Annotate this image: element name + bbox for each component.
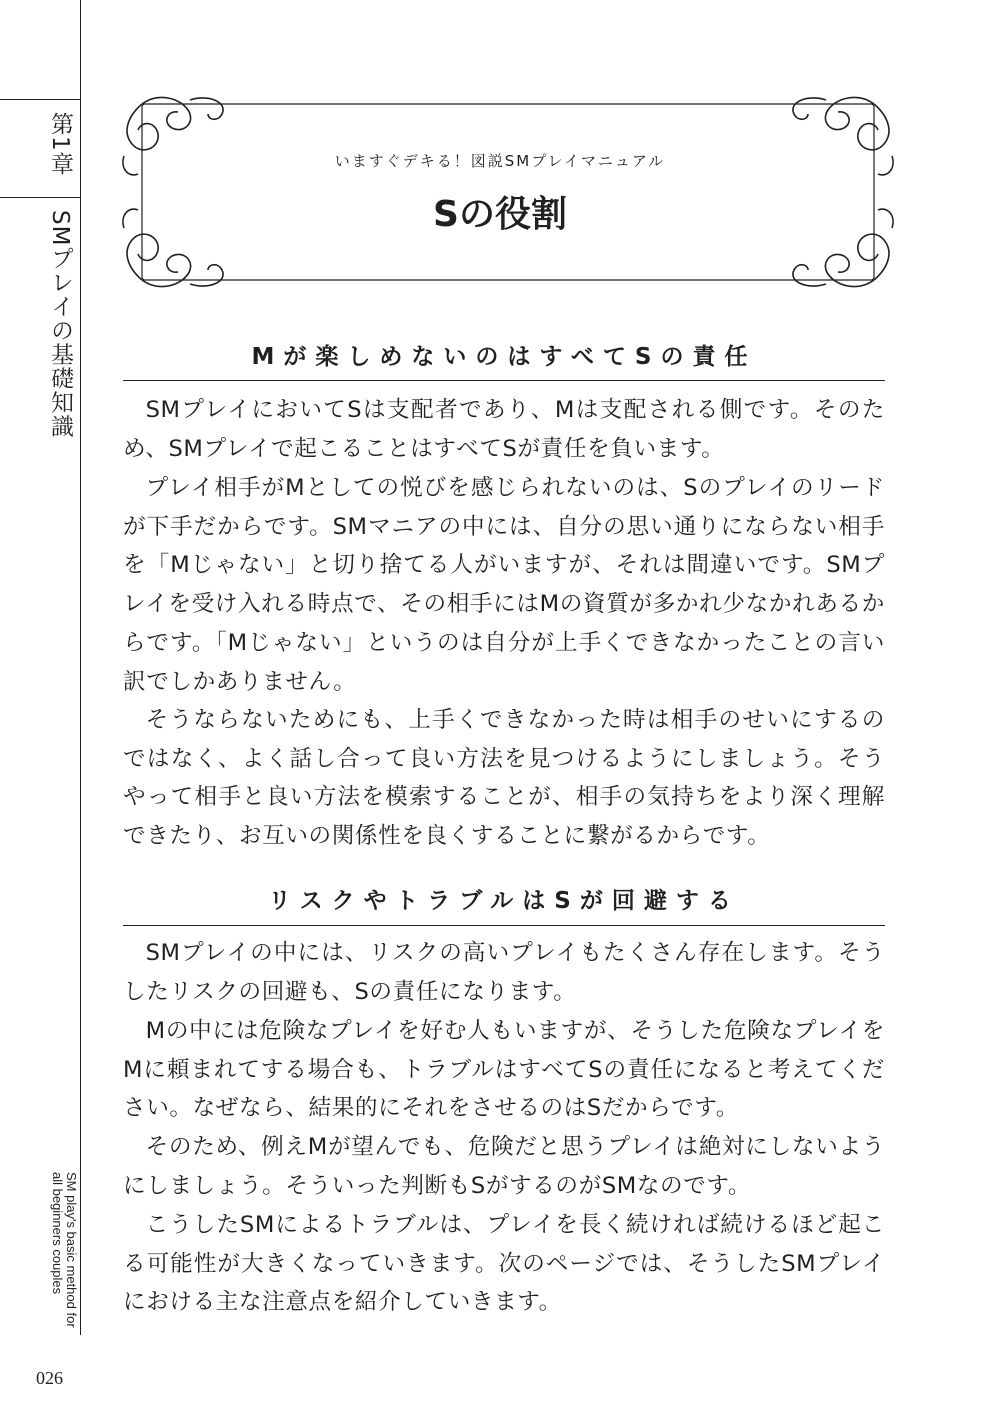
section-heading-1: Mが楽しめないのはすべてSの責任: [251, 344, 757, 370]
section-rule-2: [123, 925, 885, 926]
section-heading-2: リスクやトラブルはSが回避する: [268, 888, 740, 914]
sidebar-divider-top: [0, 99, 80, 100]
paragraph-1-1: SMプレイにおいてSは支配者であり、Mは支配される側です。そのため、SMプレイで起こることはすべてSが責任を負います。: [123, 397, 885, 462]
paragraph-1-3: そうならないためにも、上手くできなかった時は相手のせいにするのではなく、よく話し合って良い方法を見つけるようにしましょう。そうやって相手と良い方法を模索することが、相手の気持ちをより深く理解できたり、お互いの関係性を良くすることに繋がるからです。: [123, 707, 885, 850]
page-number: 026: [36, 1368, 63, 1388]
header-kicker: いますぐデキる！図説SMプレイマニュアル: [334, 152, 666, 170]
english-subtitle: SM play's basic method for all beginners couples: [50, 1172, 79, 1328]
section-rule-1: [123, 380, 885, 381]
chapter-title: SMプレイの基礎知識: [47, 210, 73, 439]
paragraph-1-2: プレイ相手がMとしての悦びを感じられないのは、Sのプレイのリードが下手だからです。SMマニアの中には、自分の思い通りにならない相手を「Mじゃない」と切り捨てる人がいますが、それは間違いです。SMプレイを受け入れる時点で、その相手にはMの資質が多かれ少なかれあるからです。「Mじゃない」というのは自分が上手くできなかったことの言い訳でしかありません。: [123, 475, 885, 695]
chapter-label: 第1章: [47, 112, 73, 176]
page-title: Sの役割: [433, 194, 567, 235]
paragraph-2-1: SMプレイの中には、リスクの高いプレイもたくさん存在します。そうしたリスクの回避も、Sの責任になります。: [123, 940, 885, 1005]
paragraph-2-2: Mの中には危険なプレイを好む人もいますが、そうした危険なプレイをMに頼まれてする場合も、トラブルはすべてSの責任になると考えてください。なぜなら、結果的にそれをさせるのはSだからです。: [123, 1018, 885, 1122]
paragraph-2-3: そのため、例えMが望んでも、危険だと思うプレイは絶対にしないようにしましょう。そういった判断もSがするのがSMなのです。: [123, 1134, 885, 1199]
paragraph-2-4: こうしたSMによるトラブルは、プレイを長く続ければ続けるほど起こる可能性が大きくなっていきます。次のページでは、そうしたSMプレイにおける主な注意点を紹介していきます。: [123, 1212, 885, 1316]
